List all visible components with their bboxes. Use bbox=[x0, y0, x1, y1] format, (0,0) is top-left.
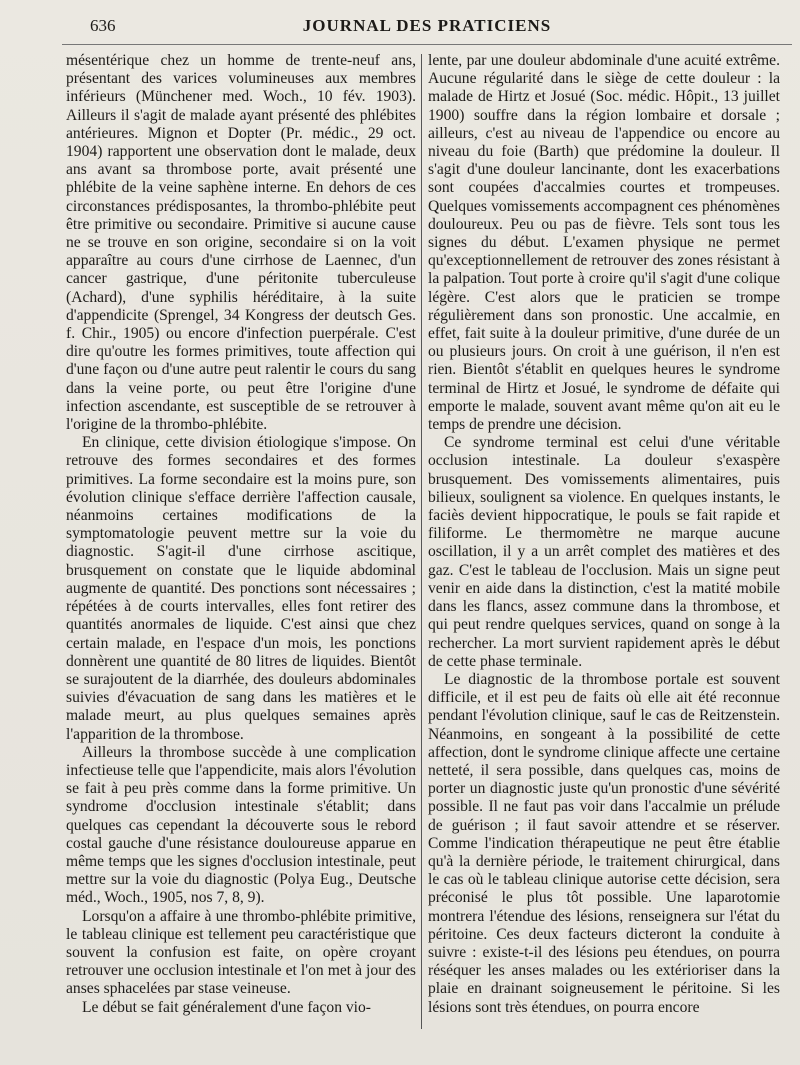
journal-title: JOURNAL DES PRATICIENS bbox=[302, 16, 552, 35]
left-column bbox=[66, 52, 416, 1047]
page-header bbox=[62, 10, 792, 45]
right-paragraph-1: lente, par une douleur abdominale d'une acuité extrême. Aucune régularité dans le siège de cette douleur : la malade de Hirtz et Josué (Soc. médic. Hôpit., 13 juillet 1900) souffre dans la région lombaire et dorsale ; ailleurs, c'est au niveau de l'appendice ou encore au niveau du foie (Barth) que prédomine la douleur. Il s'agit d'une douleur lancinante, dont les exacerbations sont coupées d'accalmies courtes et trompeuses. Quelques vomissements accompagnent ces phénomènes douloureux. Peu ou pas de fièvre. Tels sont tous les signes du début. L'examen physique ne permet qu'exceptionnellement de retrouver des zones résistant à la palpation. Tout porte à croire qu'il s'agit d'une colique légère. C'est alors que le praticien se trompe régulièrement dans son pronostic. Une accalmie, en effet, fait suite à la douleur primitive, d'une durée de un ou plusieurs jours. On croit à une guérison, il n'en est rien. Bientôt s'établit en quelques heures le syndrome terminal de Hirtz et Josué, le syndrome de défaite qui emporte le malade, souvent avant même qu'on ait eu le temps de prendre une décision. bbox=[428, 52, 780, 434]
right-column bbox=[428, 52, 780, 1047]
left-paragraph-5: Le début se fait généralement d'une façon vio- bbox=[82, 998, 372, 1016]
right-paragraph-3: Le diagnostic de la thrombose portale est souvent difficile, et il est peu de faits où elle ait été reconnue pendant l'évolution clinique, sauf le cas de Reitzenstein. Néanmoins, en songeant à la possibilité de cette affection, dont le syndrome clinique affecte une certaine netteté, il sera possible, dans quelques cas, moins de porter un diagnostic juste qu'un pronostic d'une sévérité possible. Il ne faut pas voir dans l'accalmie un prélude de guérison ; il faut savoir attendre et se réserver. Comme l'indication thérapeutique ne peut être établie qu'à la dernière période, le traitement chirurgical, dans le cas où le tableau clinique autorise cette décision, sera préconisé le plus tôt possible. Une laparotomie montrera l'étendue des lésions, renseignera sur l'état du péritoine. Ces deux facteurs dicteront la conduite à suivre : existe-t-il des lésions peu étendues, on pourra réséquer les anses malades ou les extérioriser dans la plaie en drainant soigneusement le péritoine. Si les lésions sont très étendues, on pourra encore bbox=[428, 670, 780, 1016]
right-paragraph-2: Ce syndrome terminal est celui d'une véritable occlusion intestinale. La douleur s'exaspère brusquement. Des vomissements alimentaires, puis bilieux, soulignent sa violence. En quelques instants, le faciès devient hippocratique, le pouls se fait rapide et filiforme. Le thermomètre ne marque aucune oscillation, il y a un arrêt complet des matières et des gaz. C'est le tableau de l'occlusion. Mais un signe peut venir en aide dans la distinction, c'est la matité mobile dans les flancs, assez commune dans la thrombose, et qui peut rendre quelques services, quand on songe à la rechercher. La mort survient rapidement après le début de cette phase terminale. bbox=[428, 434, 780, 670]
left-paragraph-2: En clinique, cette division étiologique s'impose. On retrouve des formes secondaires et des formes primitives. La forme secondaire est la moins pure, son évolution clinique s'efface derrière l'affection causale, néanmoins certaines modifications de la symptomatologie peuvent mettre sur la voie du diagnostic. S'agit-il d'une cirrhose ascitique, brusquement on constate que le liquide abdominal augmente de quantité. Des ponctions sont nécessaires ; répétées à de courts intervalles, elles font retirer des quantités anormales de liquide. C'est ainsi que chez certain malade, en l'espace d'un mois, les ponctions donnèrent une quantité de 80 litres de liquides. Bientôt se surajoutent de la diarrhée, des douleurs abdominales suivies d'évacuation de sang dans les matières et le malade meurt, au plus quelques semaines après l'apparition de la thrombose. bbox=[66, 434, 416, 743]
left-paragraph-4: Lorsqu'on a affaire à une thrombo-phlébite primitive, le tableau clinique est tellement peu caractéristique que souvent la confusion est faite, on opère croyant retrouver une occlusion intestinale et l'on met à jour des anses sphacelées par stase veineuse. bbox=[66, 907, 416, 998]
article-columns bbox=[62, 52, 790, 1052]
column-divider bbox=[421, 54, 422, 1029]
page-number: 636 bbox=[90, 16, 116, 35]
left-paragraph-1: mésentérique chez un homme de trente-neuf ans, présentant des varices volumineuses aux membres inférieurs (Münchener med. Woch., 10 fév. 1903). Ailleurs il s'agit de malade ayant présenté des phlébites antérieures. Mignon et Dopter (Pr. médic., 29 oct. 1904) rapportent une observation dont le malade, deux ans avant sa thrombose porte, avait présenté une phlébite de la veine saphène interne. En dehors de ces circonstances prédisposantes, la thrombo-phlébite peut être primitive ou secondaire. Primitive si aucune cause ne se trouve en son origine, secondaire si on la voit apparaître au cours d'une cirrhose de Laennec, d'un cancer gastrique, d'une péritonite tuberculeuse (Achard), d'une syphilis héréditaire, à la suite d'appendicite (Sprengel, 34 Kongress der deutsch Ges. f. Chir., 1905) ou encore d'infection puerpérale. C'est dire qu'outre les formes primitives, toute affection qui d'une façon ou d'une autre peut ralentir le cours du sang dans la veine porte, ou peut être l'origine d'une infection ascendante, est susceptible de se retrouver à l'origine de la thrombo-phlébite. bbox=[66, 52, 416, 434]
left-paragraph-3: Ailleurs la thrombose succède à une complication infectieuse telle que l'appendicite, mais alors l'évolution se fait à peu près comme dans la forme primitive. Un syndrome d'occlusion intestinale s'établit; dans quelques cas cependant la découverte sous le rebord costal gauche d'une résistance douloureuse apparue en même temps que les signes d'occlusion intestinale, peut mettre sur la voie du diagnostic (Polya Eug., Deutsche méd., Woch., 1905, nos 7, 8, 9). bbox=[66, 743, 416, 907]
